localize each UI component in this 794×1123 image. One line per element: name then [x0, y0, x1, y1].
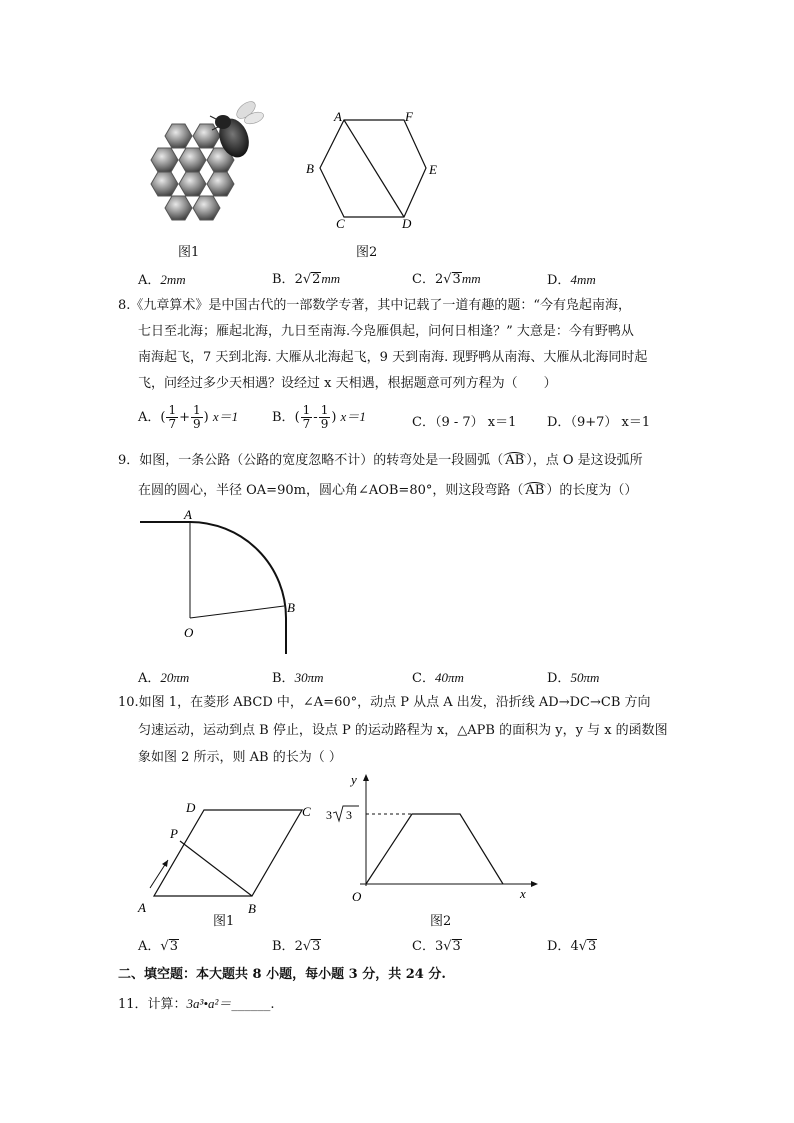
q10-option-a[interactable]: [138, 935, 179, 954]
answer-blank[interactable]: ______: [231, 997, 271, 1012]
hexagon-figure: [300, 105, 450, 230]
option-value: 20πm: [160, 670, 190, 685]
paren-close: ): [331, 410, 337, 425]
option-unit: mm: [461, 271, 481, 286]
option-label: B．: [272, 671, 295, 686]
option-value: 40πm: [434, 670, 464, 685]
q8-line-4: 飞，问经过多少天相遇？设经过 x 天相遇，根据题意可列方程为（ ）: [138, 376, 557, 391]
q11-prefix: 11．计算：: [118, 997, 187, 1012]
denominator: 9: [193, 417, 201, 431]
option-label: C．: [412, 415, 435, 430]
radical-sign: [303, 272, 311, 287]
q8-option-b[interactable]: [272, 404, 366, 431]
honeycomb-cell: [179, 172, 206, 196]
rhombus-label-d: D: [186, 800, 196, 815]
q8-line-3: 南海起飞，7 天到北海. 大雁从北海起飞，9 天到南海. 现野鸭从南海、大雁从北海同时起: [138, 350, 648, 365]
option-label: B．: [272, 272, 295, 287]
q9-option-b[interactable]: [272, 667, 323, 686]
rhombus-shape: [154, 810, 302, 896]
option-coef: 4: [570, 939, 579, 954]
honeycomb-cell: [151, 172, 178, 196]
ytick-coef: 3: [326, 808, 332, 822]
fraction: [166, 404, 178, 431]
ytick-radicand: 3: [346, 808, 352, 822]
arc-label-a: A: [184, 507, 192, 522]
fraction: [319, 404, 331, 431]
option-coef: 3: [434, 939, 444, 954]
q7-fig1-caption: 图1: [178, 245, 200, 260]
q10-line-2: 匀速运动，运动到点 B 停止，设点 P 的运动路程为 x，△APB 的面积为 y，y 与 x 的函数图: [138, 723, 668, 738]
option-unit: mm: [321, 271, 341, 286]
q10-fig1-caption: 图1: [213, 914, 235, 929]
option-radicand: 3: [312, 939, 321, 954]
x-axis-arrow-icon: [531, 881, 538, 887]
option-radicand: 3: [452, 939, 461, 954]
q7-option-a[interactable]: [138, 269, 186, 288]
q9-text: ）的长度为（）: [546, 483, 638, 498]
option-coef: 2: [294, 272, 303, 287]
denominator: 9: [320, 417, 329, 431]
arc-notation: AB: [525, 483, 545, 498]
radical-sign: [443, 272, 451, 287]
q9-option-a[interactable]: [138, 667, 189, 686]
honeycomb-cell: [193, 196, 220, 220]
option-label: A．: [138, 273, 161, 288]
rhombus-figure: [134, 796, 324, 916]
option-value: 50πm: [570, 670, 600, 685]
q9-line-2: [138, 482, 637, 499]
honeycomb-cell: [151, 148, 178, 172]
q7-option-d[interactable]: [547, 269, 596, 288]
rhombus-label-c: C: [302, 804, 311, 819]
graph-label-o: O: [352, 889, 362, 904]
paren-close: ): [203, 410, 209, 425]
hex-label-e: E: [429, 162, 437, 177]
option-value: 2mm: [160, 272, 186, 287]
road-arc: [190, 522, 286, 618]
q9-text: 在圆的圆心，半径 OA=90m，圆心角∠AOB=80°，则这段弯路（: [138, 483, 524, 498]
option-value: （9+7） x＝1: [570, 415, 651, 430]
honeycomb-svg: [130, 96, 270, 226]
option-value: 4mm: [570, 272, 596, 287]
fraction: [191, 404, 203, 431]
option-label: D．: [547, 671, 571, 686]
numerator: 1: [168, 403, 177, 417]
paren-open: (: [160, 410, 166, 425]
q11-end: .: [270, 997, 275, 1012]
rhombus-svg: [134, 796, 324, 916]
q7-option-b[interactable]: [272, 268, 340, 287]
hexagon-diagonal-ad: [344, 120, 404, 217]
denominator: 7: [168, 417, 177, 431]
honeycomb-cell: [207, 172, 234, 196]
option-label: D．: [547, 415, 571, 430]
hex-label-d: D: [402, 216, 412, 230]
fraction: [301, 404, 313, 431]
road-arc-figure: [138, 506, 308, 656]
function-curve: [366, 814, 503, 884]
q10-line-3: 象如图 2 所示，则 AB 的长为（ ）: [138, 750, 342, 765]
option-tail: x＝1: [340, 409, 366, 424]
y-axis-arrow-icon: [363, 774, 369, 781]
option-label: B．: [272, 410, 295, 425]
q8-option-c[interactable]: [412, 411, 516, 430]
option-label: A．: [138, 671, 161, 686]
option-label: C．: [412, 671, 435, 686]
rhombus-label-b: B: [248, 901, 256, 916]
option-label: D．: [547, 939, 571, 954]
q8-option-a[interactable]: [138, 404, 238, 431]
q10-option-c[interactable]: [412, 935, 462, 954]
q10-fig2-caption: 图2: [430, 914, 452, 929]
graph-label-y: y: [351, 772, 357, 787]
numerator: 1: [302, 403, 311, 417]
arc-label-b: B: [287, 600, 295, 615]
arc-label-o: O: [184, 625, 194, 640]
option-value: （9 - 7） x＝1: [434, 415, 517, 430]
rhombus-label-p: P: [170, 826, 178, 841]
hex-label-a: A: [334, 109, 342, 124]
option-value: 30πm: [294, 670, 324, 685]
option-radicand: 3: [169, 939, 178, 954]
operator: -: [313, 410, 318, 425]
option-tail: x＝1: [212, 409, 239, 424]
operator: +: [179, 410, 191, 425]
option-label: A．: [138, 410, 161, 425]
q9-text: 9．如图，一条公路（公路的宽度忽略不计）的转弯处是一段圆弧（: [118, 453, 504, 468]
hex-label-c: C: [336, 216, 345, 230]
numerator: 1: [320, 403, 329, 417]
q8-option-d[interactable]: [547, 411, 650, 430]
radical-sign: [303, 939, 311, 954]
option-label: C．: [412, 939, 435, 954]
q10-option-b[interactable]: [272, 935, 321, 954]
option-label: D．: [547, 273, 571, 288]
rhombus-label-a: A: [138, 900, 146, 915]
option-radicand: 3: [452, 272, 461, 287]
option-radicand: 2: [312, 272, 321, 287]
q7-fig2-caption: 图2: [356, 245, 378, 260]
denominator: 7: [302, 417, 311, 431]
q10-line-1: 10.如图 1，在菱形 ABCD 中，∠A=60°，动点 P 从点 A 出发，沿折线 AD→DC→CB 方向: [118, 695, 651, 710]
q11-line: [118, 996, 275, 1013]
radius-ob: [190, 606, 284, 618]
road-arc-svg: [138, 506, 308, 656]
radical-sign: [160, 939, 168, 954]
q9-line-1: [118, 452, 643, 469]
hex-label-f: F: [405, 109, 413, 124]
honeycomb-cell: [165, 124, 192, 148]
numerator: 1: [193, 403, 201, 417]
q7-option-c[interactable]: [412, 268, 481, 287]
option-coef: 2: [294, 939, 303, 954]
hexagon-svg: [300, 105, 450, 230]
option-coef: 2: [434, 272, 444, 287]
option-label: B．: [272, 939, 295, 954]
arrow-head-icon: [162, 860, 168, 867]
honeycomb-cell: [179, 148, 206, 172]
function-graph-svg: [320, 768, 550, 908]
q9-option-d[interactable]: [547, 667, 599, 686]
q10-option-d[interactable]: [547, 935, 597, 954]
hex-label-b: B: [306, 161, 314, 176]
arc-notation: AB: [505, 453, 525, 468]
honeycomb-cell: [165, 196, 192, 220]
graph-label-x: x: [520, 886, 526, 901]
paren-open: (: [294, 410, 300, 425]
hexagon-shape: [320, 120, 426, 217]
function-graph-figure: [320, 768, 550, 908]
radical-sign: [443, 939, 451, 954]
q9-text: ），点 O 是这设弧所: [526, 453, 643, 468]
q8-line-2: 七日至北海；雁起北海，九日至南海.今凫雁俱起，问何日相逢？” 大意是：今有野鸭从: [138, 324, 634, 339]
q8-line-1: 8.《九章算术》是中国古代的一部数学专著，其中记载了一道有趣的题：“今有凫起南海，: [118, 298, 632, 313]
honeycomb-figure: [130, 96, 270, 226]
radical-sign: [579, 939, 587, 954]
option-label: C．: [412, 272, 435, 287]
q11-expression: 3a³•a²＝: [186, 996, 232, 1011]
segment-pb: [180, 841, 252, 896]
q9-option-c[interactable]: [412, 667, 464, 686]
option-radicand: 3: [588, 939, 597, 954]
section-heading: 二、填空题：本大题共 8 小题，每小题 3 分，共 24 分.: [118, 967, 446, 982]
option-label: A．: [138, 939, 161, 954]
